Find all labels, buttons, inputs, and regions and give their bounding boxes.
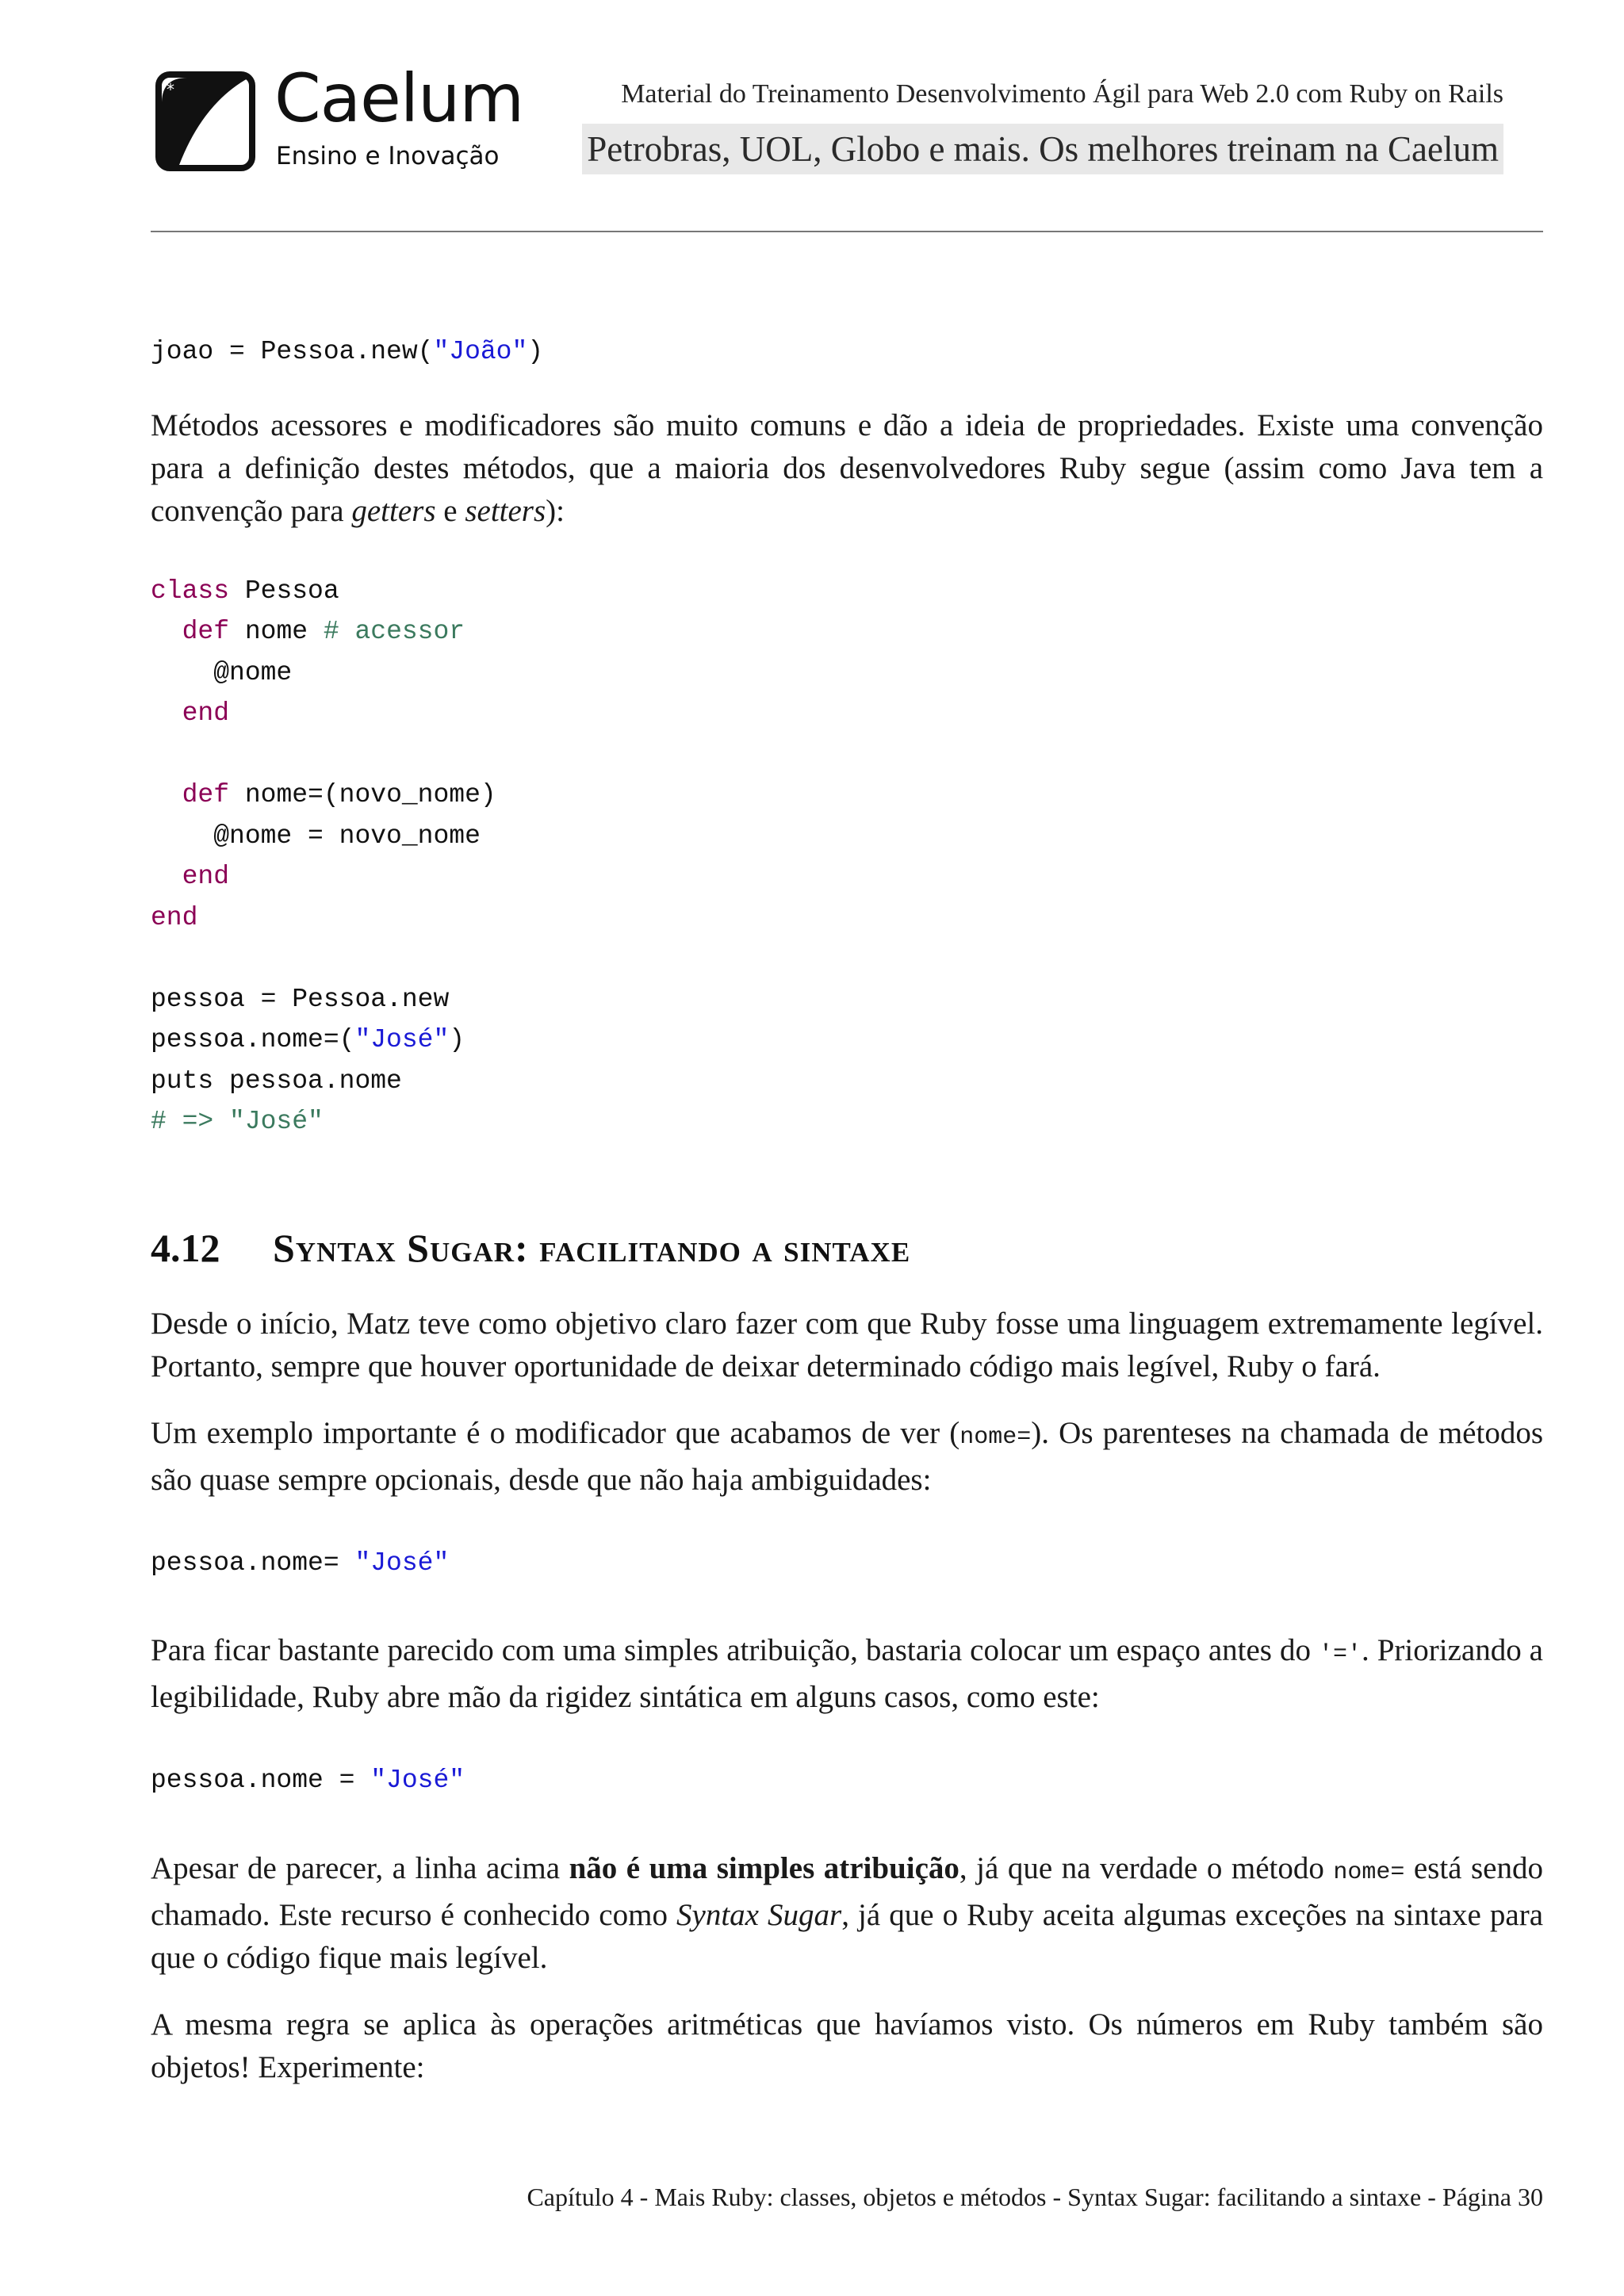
code-text: nome=(novo_nome): [229, 780, 496, 809]
section-heading: [151, 1225, 1543, 1271]
header-promo: Petrobras, UOL, Globo e mais. Os melhores treinam na Caelum: [582, 124, 1503, 174]
paragraph-accessors: [151, 404, 1543, 533]
code-keyword: def: [182, 617, 230, 646]
code-string: "José": [354, 1548, 450, 1578]
para-text: e: [435, 493, 465, 528]
code-string: "José": [354, 1025, 450, 1054]
code-text: ): [449, 1025, 465, 1054]
para-text: ). Os parenteses na chamada de métodos são quase sempre opcionais, desde que não haja ambiguidades:: [151, 1415, 1543, 1497]
code-text: @nome = novo_nome: [213, 821, 481, 851]
code-text: pessoa.nome=(: [151, 1025, 355, 1054]
code-string: "João": [433, 337, 528, 366]
page-content: [151, 317, 1543, 2089]
paragraph-intro: Desde o início, Matz teve como objetivo claro fazer com que Ruby fosse uma linguagem extremamente legível. Portanto, sempre que houver oportunidade de deixar determinado código mais legível, Ruby o fará.: [151, 1306, 1543, 1383]
para-strong: não é uma simples atribuição: [569, 1850, 959, 1885]
para-text: Apesar de parecer, a linha acima: [151, 1850, 569, 1885]
para-text: , já que o Ruby aceita algumas exceções na sintaxe para que o código fique mais legível.: [151, 1897, 1544, 1975]
para-text: Métodos acessores e modificadores são muito comuns e dão a ideia de propriedades. Existe uma convenção para a definição destes métodos, que a maioria dos desenvolvedores Ruby segue (assim como Java tem a convenção para: [151, 408, 1543, 528]
inline-code: nome=: [959, 1423, 1032, 1451]
code-text: pessoa = Pessoa.new: [151, 984, 450, 1014]
header-subtitle: Material do Treinamento Desenvolvimento Ágil para Web 2.0 com Ruby on Rails: [621, 79, 1503, 109]
code-text: nome: [229, 617, 324, 646]
para-emphasis: setters: [465, 493, 546, 528]
paragraph-assignment: [151, 1629, 1543, 1719]
para-emphasis: Syntax Sugar: [676, 1897, 842, 1932]
para-text: está sendo chamado. Este recurso é conhecido como: [151, 1850, 1543, 1932]
section-title: Syntax Sugar: facilitando a sintaxe: [273, 1225, 911, 1270]
code-keyword: end: [151, 902, 198, 932]
code-text: pessoa.nome=: [151, 1548, 355, 1578]
code-string: "José": [370, 1766, 465, 1795]
svg-text:*: *: [167, 80, 174, 99]
caelum-logo-mark-icon: [155, 71, 255, 171]
code-text: pessoa.nome =: [151, 1766, 371, 1795]
logo-tagline: Ensino e Inovação: [276, 142, 500, 170]
page-footer: Capítulo 4 - Mais Ruby: classes, objetos e métodos - Syntax Sugar: facilitando a sintaxe - Página 30: [527, 2183, 1543, 2211]
section-number: 4.12: [151, 1225, 220, 1270]
code-text: @nome: [213, 657, 293, 687]
code-text: puts pessoa.nome: [151, 1066, 402, 1096]
code-block-3: [151, 1543, 1543, 1584]
code-keyword: end: [182, 698, 230, 728]
code-keyword: def: [182, 780, 230, 809]
code-block-1: [151, 331, 1543, 373]
code-keyword: class: [151, 576, 230, 606]
code-keyword: end: [182, 862, 230, 891]
inline-code: nome=: [1333, 1858, 1405, 1886]
paragraph-numbers: A mesma regra se aplica às operações aritméticas que havíamos visto. Os números em Ruby também são objetos! Experimente:: [151, 2007, 1543, 2084]
code-text: joao = Pessoa.new(: [151, 337, 434, 366]
para-emphasis: getters: [351, 493, 436, 528]
code-comment: # acessor: [323, 617, 465, 646]
para-text: Um exemplo importante é o modificador que acabamos de ver (: [151, 1415, 960, 1450]
inline-code: '=': [1318, 1641, 1362, 1668]
para-text: . Priorizando a legibilidade, Ruby abre mão da rigidez sintática em alguns casos, como este:: [151, 1633, 1543, 1714]
code-block-2: [151, 571, 1543, 1142]
code-block-4: [151, 1760, 1543, 1801]
paragraph-example: [151, 1412, 1543, 1502]
code-text: ): [527, 337, 544, 366]
code-comment: # => "José": [151, 1107, 324, 1136]
para-text: Para ficar bastante parecido com uma simples atribuição, bastaria colocar um espaço antes do: [151, 1633, 1319, 1667]
header-divider: [151, 231, 1543, 232]
paragraph-syntax-sugar: [151, 1847, 1543, 1980]
caelum-logo: [155, 59, 524, 176]
para-text: ):: [546, 493, 565, 528]
logo-name: Caelum: [274, 59, 524, 137]
code-text: Pessoa: [229, 576, 339, 606]
para-text: , já que na verdade o método: [959, 1850, 1334, 1885]
